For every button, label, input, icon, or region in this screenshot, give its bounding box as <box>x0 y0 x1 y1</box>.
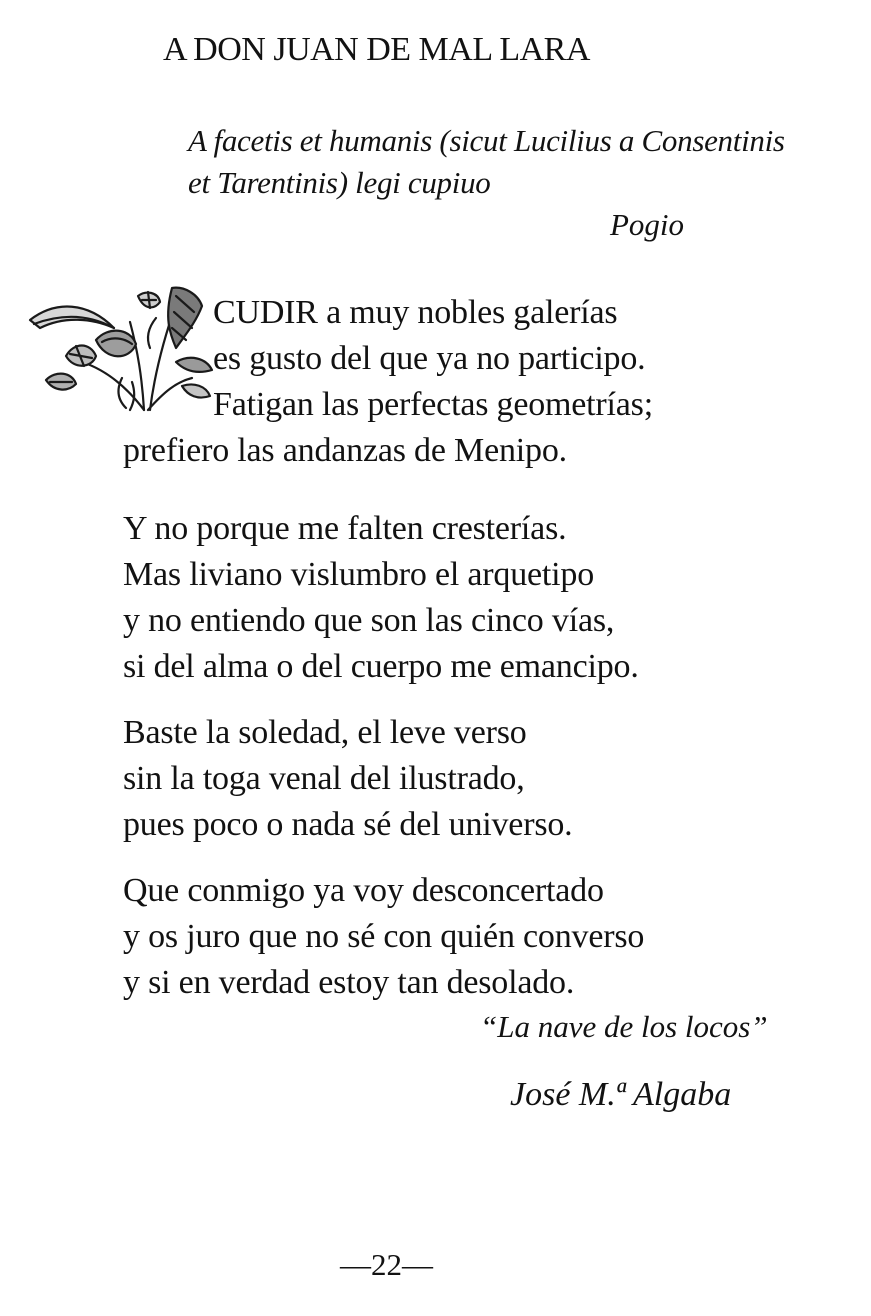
poem-source: “La nave de los locos” <box>480 1009 768 1044</box>
verse-line: prefiero las andanzas de Menipo. <box>123 432 567 469</box>
epigraph-author: Pogio <box>610 207 685 242</box>
verse-line: Mas liviano vislumbro el arquetipo <box>123 556 595 593</box>
verse-line: es gusto del que ya no participo. <box>213 340 646 377</box>
verse-line: y no entiendo que son las cinco vías, <box>123 602 615 639</box>
verse-line: Fatigan las perfectas geometrías; <box>213 386 653 423</box>
verse-line: si del alma o del cuerpo me emancipo. <box>123 648 639 685</box>
verse-line: sin la toga venal del ilustrado, <box>123 760 525 797</box>
page-number: —22— <box>340 1247 433 1282</box>
verse-line: y os juro que no sé con quién converso <box>123 918 645 955</box>
epigraph <box>188 120 868 204</box>
epigraph-line: A facetis et humanis (sicut Lucilius a Consentinis <box>188 123 785 158</box>
poem-author: José M.ª Algaba <box>510 1076 732 1113</box>
poem-title: A DON JUAN DE MAL LARA <box>163 31 590 68</box>
verse-line: Baste la soledad, el leve verso <box>123 714 527 751</box>
epigraph-line: et Tarentinis) legi cupiuo <box>188 165 491 200</box>
verse-line: Y no porque me falten cresterías. <box>123 510 567 547</box>
stanza-3 <box>123 710 572 848</box>
verse-line: Que conmigo ya voy desconcertado <box>123 872 604 909</box>
verse-line: pues poco o nada sé del universo. <box>123 806 573 843</box>
stanza-2 <box>123 506 639 690</box>
verse-line: y si en verdad estoy tan desolado. <box>123 964 575 1001</box>
stanza-1 <box>123 290 653 474</box>
stanza-4 <box>123 868 644 1006</box>
verse-line: CUDIR a muy nobles galerías <box>213 294 618 331</box>
